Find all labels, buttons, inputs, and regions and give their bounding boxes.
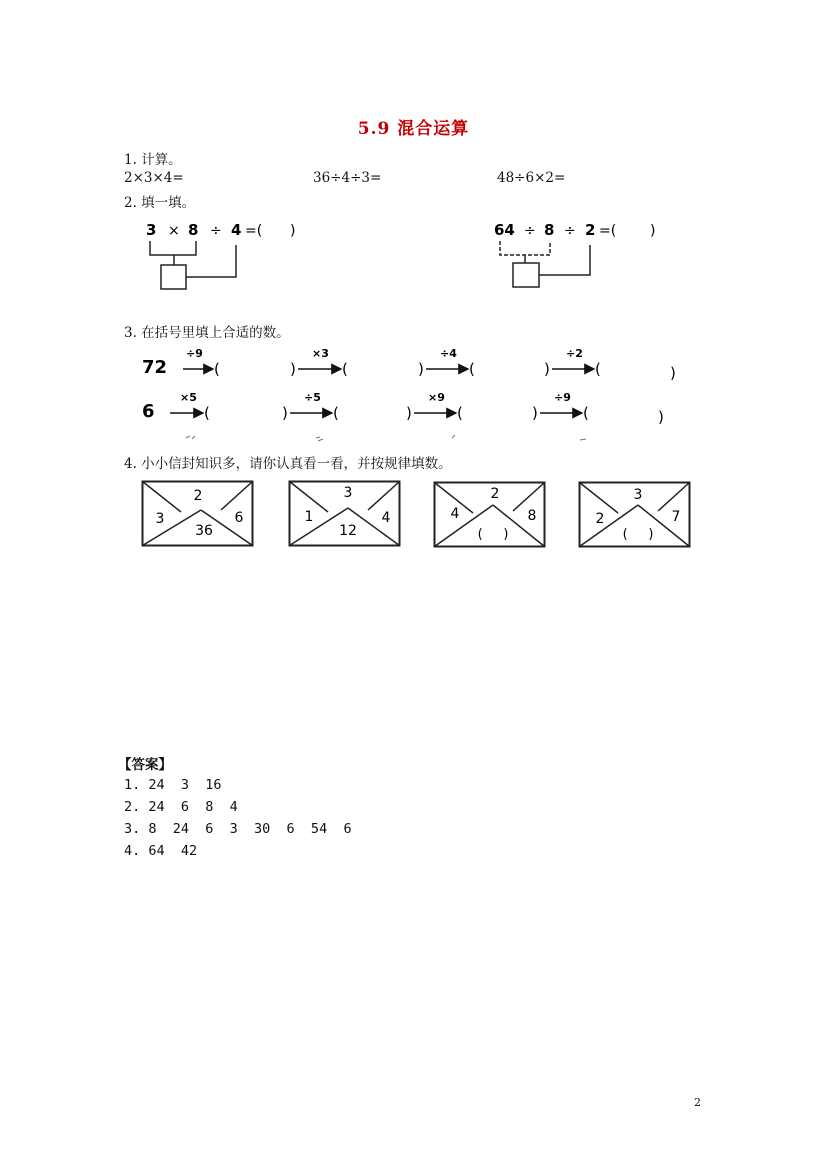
q4-heading: 4. 小小信封知识多，请你认真看一看，并按规律填数。 <box>124 456 452 472</box>
q2-left-op1: × <box>168 223 180 239</box>
svg-text:(: ( <box>333 404 339 422</box>
svg-text:(: ( <box>342 360 348 378</box>
q2-left-b: 8 <box>188 221 199 239</box>
answer-line-4: 4. 64 42 <box>124 843 198 859</box>
q3-heading: 3. 在括号里填上合适的数。 <box>124 325 290 341</box>
answer-line-2: 2. 24 6 8 4 <box>124 799 238 815</box>
envelope-3-top: 2 <box>490 486 500 502</box>
q2-left-close: ) <box>290 223 296 239</box>
svg-text:): ) <box>406 404 412 422</box>
q3-row1-op4: ÷2 <box>566 347 583 360</box>
q2-right-c: 2 <box>585 221 596 239</box>
envelope-2 <box>288 480 402 548</box>
envelope-1-bottom: 36 <box>195 523 213 539</box>
svg-text:(: ( <box>595 360 601 378</box>
q2-right-eq: =( <box>599 223 617 239</box>
q3-clipped-row-marks <box>186 435 586 441</box>
svg-text:(: ( <box>457 404 463 422</box>
envelope-4-top: 3 <box>633 487 643 503</box>
q2-right-b: 8 <box>544 221 555 239</box>
q3-row1-start: 72 <box>142 357 168 378</box>
envelope-1-right: 6 <box>234 510 244 526</box>
q2-heading: 2. 填一填。 <box>124 195 196 211</box>
q1-item-2: 36÷4÷3= <box>313 170 382 186</box>
q3-row2-start: 6 <box>142 401 155 422</box>
svg-text:): ) <box>670 364 676 382</box>
svg-text:): ) <box>290 360 296 378</box>
q2-left-bracket <box>150 241 196 255</box>
svg-text:): ) <box>658 408 664 426</box>
q3-row2-op1: ×5 <box>180 391 197 404</box>
q2-left-connector <box>186 245 236 277</box>
envelope-1-top: 2 <box>193 488 203 504</box>
envelope-2-top: 3 <box>343 485 353 501</box>
svg-text:): ) <box>282 404 288 422</box>
svg-text:(: ( <box>583 404 589 422</box>
envelope-2-right: 4 <box>381 510 391 526</box>
q2-left-op2: ÷ <box>210 223 222 239</box>
q2-left-eq: =( <box>245 223 263 239</box>
q3-row2-op4: ÷9 <box>554 391 571 404</box>
q2-right-op1: ÷ <box>524 223 536 239</box>
envelope-4-right: 7 <box>671 509 681 525</box>
q1-heading: 1. 计算。 <box>124 152 182 168</box>
envelope-4-bottom: ( ) <box>622 527 654 542</box>
envelope-2-left: 1 <box>304 509 314 525</box>
q3-row1-op2: ×3 <box>312 347 329 360</box>
page-number: 2 <box>694 1096 701 1109</box>
svg-text:(: ( <box>469 360 475 378</box>
svg-text:(: ( <box>204 404 210 422</box>
svg-text:): ) <box>418 360 424 378</box>
envelope-1 <box>141 480 255 548</box>
q2-left-c: 4 <box>231 221 242 239</box>
envelope-3-left: 4 <box>450 506 460 522</box>
q3-row2-op3: ×9 <box>428 391 445 404</box>
envelope-4 <box>578 481 692 549</box>
q2-right-diagram <box>490 215 680 295</box>
svg-text:): ) <box>532 404 538 422</box>
q1-item-1: 2×3×4= <box>124 170 184 186</box>
envelope-3-bottom: ( ) <box>477 527 509 542</box>
q2-left-diagram <box>140 215 320 295</box>
svg-text:(: ( <box>214 360 220 378</box>
envelope-3 <box>433 481 547 549</box>
q3-chains <box>140 342 700 442</box>
answer-line-3: 3. 8 24 6 3 30 6 54 6 <box>124 821 352 837</box>
q1-item-3: 48÷6×2= <box>497 170 566 186</box>
envelope-3-right: 8 <box>527 508 537 524</box>
svg-text:): ) <box>544 360 550 378</box>
q2-right-connector <box>539 245 590 275</box>
q2-right-a: 64 <box>494 221 515 239</box>
q3-row1-op1: ÷9 <box>186 347 203 360</box>
q2-left-box <box>161 265 186 289</box>
q3-row2-op2: ÷5 <box>304 391 321 404</box>
q2-right-bracket <box>500 241 550 255</box>
q2-right-close: ) <box>650 223 656 239</box>
q3-row1-op3: ÷4 <box>440 347 457 360</box>
q2-right-box <box>513 263 539 287</box>
answers-heading: 【答案】 <box>118 757 172 773</box>
envelope-4-left: 2 <box>595 511 605 527</box>
q2-left-a: 3 <box>146 221 157 239</box>
q2-right-op2: ÷ <box>564 223 576 239</box>
answer-line-1: 1. 24 3 16 <box>124 777 222 793</box>
envelope-1-left: 3 <box>155 511 165 527</box>
envelope-2-bottom: 12 <box>339 523 357 539</box>
page-title: 5.9 混合运算 <box>357 119 470 139</box>
